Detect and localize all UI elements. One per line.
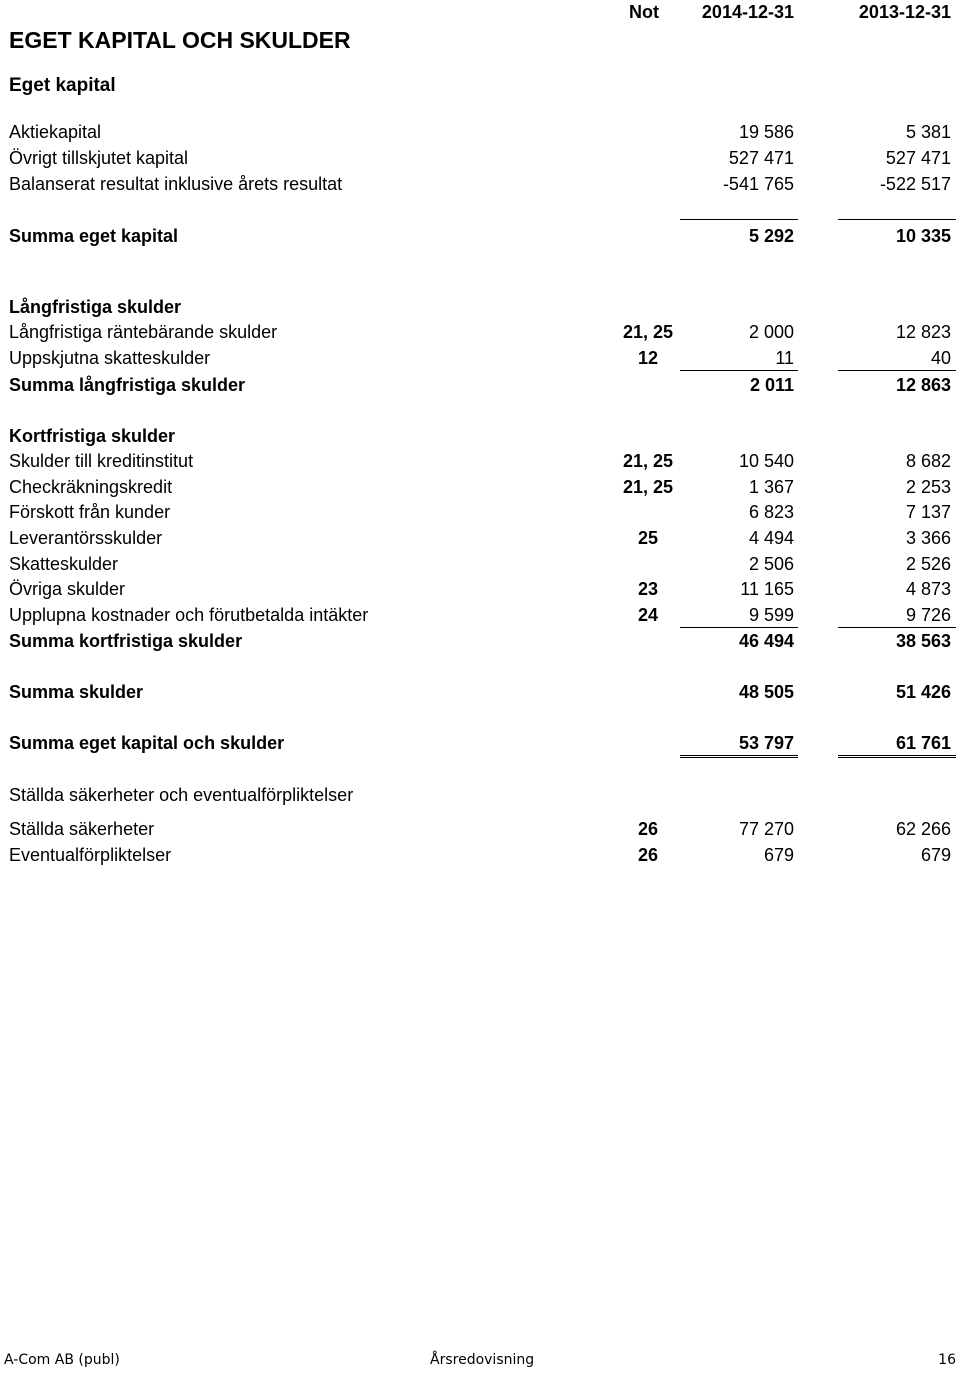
value-2014: 19 586 [738, 122, 794, 142]
note-ref: 26 [637, 845, 658, 865]
row-label: Upplupna kostnader och förutbetalda intäkter [9, 605, 369, 625]
row-label: Aktiekapital [9, 122, 102, 142]
table-row [0, 145, 960, 171]
note-ref: 21, 25 [622, 477, 673, 497]
page-title: EGET KAPITAL OCH SKULDER [9, 27, 351, 53]
row-label: Summa skulder [9, 682, 144, 702]
footer-document: Årsredovisning [430, 1352, 535, 1368]
value-2013: 9 726 [905, 605, 951, 625]
note-ref: 21, 25 [622, 451, 673, 471]
sum-rule [838, 219, 956, 220]
value-2013: 12 863 [895, 375, 951, 395]
value-2014: 46 494 [738, 631, 794, 651]
value-2014: 1 367 [748, 477, 794, 497]
value-2014: 2 506 [748, 554, 794, 574]
value-2013: 2 253 [905, 477, 951, 497]
row-label: Förskott från kunder [9, 502, 171, 522]
value-2013: 7 137 [905, 502, 951, 522]
row-label: Eventualförpliktelser [9, 845, 172, 865]
note-ref: 23 [637, 579, 658, 599]
value-2013: 10 335 [895, 226, 951, 246]
row-label: Övrigt tillskjutet kapital [9, 148, 189, 168]
value-2014: 53 797 [738, 733, 794, 753]
value-2014: 5 292 [748, 226, 794, 246]
table-row [0, 628, 960, 654]
value-2013: 61 761 [895, 733, 951, 753]
total-double-rule [680, 755, 798, 758]
row-label: Summa eget kapital och skulder [9, 733, 285, 753]
section-heading-kortfristiga: Kortfristiga skulder [9, 426, 176, 446]
value-2013: 62 266 [895, 819, 951, 839]
table-row [0, 842, 960, 868]
row-label: Summa eget kapital [9, 226, 179, 246]
table-row [0, 319, 960, 345]
table-row [0, 474, 960, 500]
value-2013: 5 381 [905, 122, 951, 142]
row-label: Långfristiga räntebärande skulder [9, 322, 278, 342]
table-row [0, 345, 960, 371]
value-2013: 12 823 [895, 322, 951, 342]
row-label: Checkräkningskredit [9, 477, 173, 497]
value-2014: 77 270 [738, 819, 794, 839]
value-2014: 48 505 [738, 682, 794, 702]
value-2014: 11 165 [740, 579, 794, 599]
value-2014: 527 471 [728, 148, 794, 168]
sum-rule [680, 219, 798, 220]
value-2014: 679 [763, 845, 794, 865]
note-ref: 21, 25 [622, 322, 673, 342]
value-2013: 38 563 [895, 631, 951, 651]
row-label: Uppskjutna skatteskulder [9, 348, 211, 368]
table-row [0, 448, 960, 474]
table-row [0, 551, 960, 577]
value-2013: 527 471 [885, 148, 951, 168]
value-2014: 4 494 [748, 528, 794, 548]
note-ref: 24 [637, 605, 658, 625]
value-2014: 11 [775, 348, 794, 368]
value-2014: -541 765 [722, 174, 794, 194]
value-2013: 3 366 [905, 528, 951, 548]
value-2013: 8 682 [905, 451, 951, 471]
total-double-rule [838, 755, 956, 758]
row-label: Skulder till kreditinstitut [9, 451, 194, 471]
section-heading-eget-kapital: Eget kapital [9, 75, 116, 96]
table-row [0, 730, 960, 756]
row-label: Summa kortfristiga skulder [9, 631, 243, 651]
value-2013: 40 [930, 348, 951, 368]
note-ref: 25 [637, 528, 658, 548]
value-2013: 679 [920, 845, 951, 865]
value-2014: 9 599 [748, 605, 794, 625]
footer-company: A-Com AB (publ) [4, 1352, 120, 1368]
value-2014: 10 540 [738, 451, 794, 471]
note-ref: 26 [637, 819, 658, 839]
table-row [0, 602, 960, 628]
sum-rule [838, 370, 956, 371]
table-row [0, 816, 960, 842]
table-row [0, 679, 960, 705]
value-2013: 2 526 [905, 554, 951, 574]
section-heading-langfristiga: Långfristiga skulder [9, 297, 182, 317]
note-ref: 12 [637, 348, 658, 368]
row-label: Balanserat resultat inklusive årets resultat [9, 174, 343, 194]
value-2014: 6 823 [748, 502, 794, 522]
table-row [0, 119, 960, 145]
row-label: Skatteskulder [9, 554, 119, 574]
table-row [0, 499, 960, 525]
column-header-not: Not [629, 2, 659, 22]
value-2013: 51 426 [895, 682, 951, 702]
column-header-2013: 2013-12-31 [858, 2, 951, 22]
table-row [0, 525, 960, 551]
row-label: Leverantörsskulder [9, 528, 163, 548]
value-2013: 4 873 [905, 579, 951, 599]
table-row [0, 223, 960, 249]
table-row [0, 171, 960, 197]
value-2014: 2 011 [749, 375, 794, 395]
footer-page-number: 16 [938, 1352, 956, 1368]
section-heading-stallda: Ställda säkerheter och eventualförpliktelser [9, 785, 354, 805]
table-row [0, 576, 960, 602]
row-label: Ställda säkerheter [9, 819, 155, 839]
value-2013: -522 517 [879, 174, 951, 194]
row-label: Summa långfristiga skulder [9, 375, 246, 395]
table-row [0, 372, 960, 398]
sum-rule [680, 370, 798, 371]
row-label: Övriga skulder [9, 579, 126, 599]
column-header-2014: 2014-12-31 [701, 2, 794, 22]
value-2014: 2 000 [748, 322, 794, 342]
